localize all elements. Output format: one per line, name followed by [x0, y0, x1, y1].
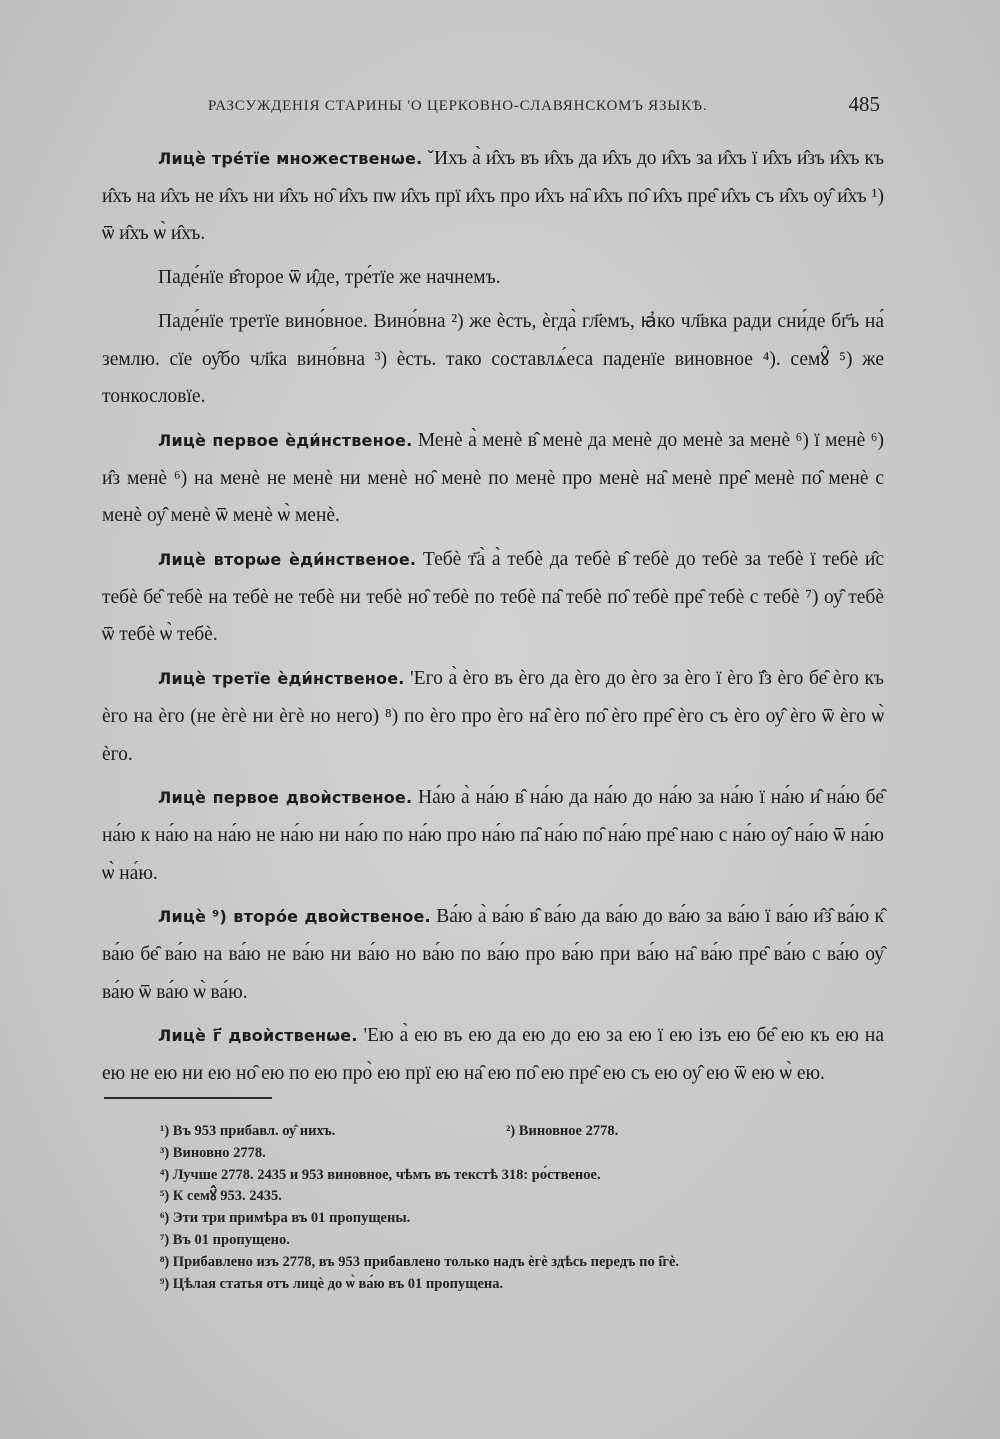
paragraph-label: Лицѐ первое ѐди́нственое. [158, 430, 413, 450]
footnote-text: ⁸) Прибавлено изъ 2778, въ 953 прибавлено только надъ ѐгѐ здѣсь передъ по і̂гѐ. [160, 1253, 680, 1270]
paragraph-text: Тебѐ т҃а̀ а̀ тебѐ да тебѐ в̂ тебѐ до тебѐ за тебѐ ї тебѐ и̂с тебѐ бе̑ тебѐ на тебѐ не тебѐ ни тебѐ но̑ тебѐ по тебѐ па̑ тебѐ по̑ тебѐ пре̑ тебѐ с тебѐ ⁷) оу̂ тебѐ ѿ тебѐ ѡ̀ тебѐ. [102, 549, 884, 646]
paragraph [102, 422, 884, 535]
footnote [160, 1121, 880, 1143]
paragraph-text: Менѐ а̀ менѐ в̂ менѐ да менѐ до менѐ за менѐ ⁶) ї менѐ ⁶) и̂з менѐ ⁶) на менѐ не менѐ ни менѐ но̑ менѐ по менѐ про менѐ на̑ менѐ пре̑ менѐ по̑ менѐ с менѐ оу̂ менѐ ѿ менѐ ѡ̀ менѐ. [102, 429, 884, 527]
footnote-text: ²) Виновное 2778. [506, 1123, 619, 1139]
page-number: 485 [848, 92, 880, 116]
paragraph-text: Паде́нїе в̂торое ѿ и̂де, тре́тїе же начнемъ. [158, 267, 501, 289]
paragraph [102, 140, 884, 253]
footnote-text: ⁹) Цѣлая статья отъ лицѐ до ѡ̀ ва́ю въ 01 пропущена. [160, 1275, 504, 1292]
footnote [160, 1186, 880, 1208]
paragraph [102, 541, 884, 654]
footnote [160, 1165, 880, 1187]
paragraph-text: На́ю а̀ на́ю в̂ на́ю да на́ю до на́ю за на́ю ї на́ю и̂ на́ю бе̑ на́ю к на́ю на на́ю не на́ю ни на́ю по на́ю про на́ю па̑ на́ю по̑ на́ю пре̑ наю с на́ю оу̂ на́ю ѿ на́ю ѡ̀ на́ю. [102, 787, 884, 884]
paragraph [102, 303, 884, 416]
paragraph-text: ˇИхъ а̀ и̂хъ въ и̂хъ да и̂хъ до и̂хъ за и̂хъ ї и̂хъ и̂зъ и̂хъ къ и̂хъ на и̂хъ не и̂хъ ни и̂хъ но̑ и̂хъ пѡ и̂хъ прї и̂хъ про и̂хъ на̑ и̂хъ по̑ и̂хъ пре̑ и̂хъ съ и̂хъ оу̂ и̂хъ ¹) ѿ и̂хъ ѡ̀ и̂хъ. [102, 148, 884, 245]
footnote [160, 1143, 880, 1165]
footnote-text: ¹) Въ 953 прибавл. оу̂ нихъ. [160, 1123, 336, 1139]
paragraph-text: Паде́нїе третїе вино́вное. Вино́вна ²) же ѐсть, ѐгда̀ гл҃емъ, ꙗ҆ко чл҃вка ради сни́де бг҃ъ на́ землю. сїе оу̂бо чл҃ка вино́вна ³) ѐсть. тако составлѧ́еса паденїе виновное ⁴). семꙋ̂ ⁵) же тонкословїе. [102, 310, 884, 408]
paragraph-label: Лицѐ третїе ѐди́нственое. [158, 669, 405, 689]
paragraph [102, 1017, 884, 1092]
footnote-text: ³) Виновно 2778. [160, 1144, 266, 1161]
footnote-text: ⁵) К семꙋ̂ 953. 2435. [160, 1188, 282, 1205]
paragraph-label: Лицѐ ⁹) второ́е двоѝственое. [158, 907, 431, 927]
paragraph-label: Лицѐ г҃ двоѝственѡе. [158, 1026, 358, 1046]
paragraph-text: Ва́ю а̀ ва́ю в̂ ва́ю да ва́ю до ва́ю за ва́ю ї ва́ю и̂з̂ ва́ю к̂ ва́ю бе̑ ва́ю на ва́ю не ва́ю ни ва́ю но ва́ю по ва́ю про ва́ю при ва́ю на̑ ва́ю пре̑ ва́ю с ва́ю оу̂ ва́ю ѿ ва́ю ѡ̀ ва́ю. [102, 906, 884, 1003]
footnotes [160, 1121, 880, 1295]
paragraph-label: Лицѐ первое двоѝственое. [158, 788, 413, 808]
footnote-divider [104, 1097, 272, 1099]
footnote [160, 1274, 880, 1296]
paragraph-text: 'Ею а̀ ею въ ею да ею до ею за ею ї ею ізъ ею бе̑ ею къ ею на ею не ею ни ею но̑ ею по ею про̀ ею прї ею на̑ ею по̑ ею пре̑ ею съ ею оу̂ ею ѿ ею ѡ̀ ею. [102, 1025, 885, 1085]
footnote [160, 1252, 880, 1274]
main-text [102, 140, 884, 1099]
footnote-text: ⁴) Лучше 2778. 2435 и 953 виновное, чѣмъ въ текстѣ 318: ро́ственое. [160, 1166, 601, 1183]
paragraph-text: 'Его а̀ ѐго въ ѐго да ѐго до ѐго за ѐго ї ѐго ї̂з ѐго бе̑ ѐго къ ѐго на ѐго (не ѐгѐ ни ѐгѐ но него) ⁸) по ѐго про ѐго на̑ ѐго по̑ ѐго пре̑ ѐго съ ѐго оу̂ ѐго ѿ ѐго ѡ̀ ѐго. [102, 668, 884, 765]
paragraph [102, 779, 884, 892]
footnote-text: ⁷) Въ 01 пропущено. [160, 1231, 290, 1248]
footnote-text: ⁶) Эти три примѣра въ 01 пропущены. [160, 1210, 411, 1227]
paragraph [102, 660, 884, 773]
page-header [208, 92, 880, 122]
paragraph-label: Лицѐ вторѡе ѐди́нственое. [158, 550, 417, 570]
paragraph [102, 259, 884, 297]
running-title: РАЗСУЖДЕНІЯ СТАРИНЫ 'О ЦЕРКОВНО-СЛАВЯНСКОМЪ ЯЗЫКѢ. [208, 98, 708, 114]
paragraph-label: Лицѐ тре́тїе множественѡе. [158, 149, 423, 168]
footnote [160, 1208, 880, 1230]
paragraph [102, 898, 884, 1011]
footnote [160, 1230, 880, 1252]
